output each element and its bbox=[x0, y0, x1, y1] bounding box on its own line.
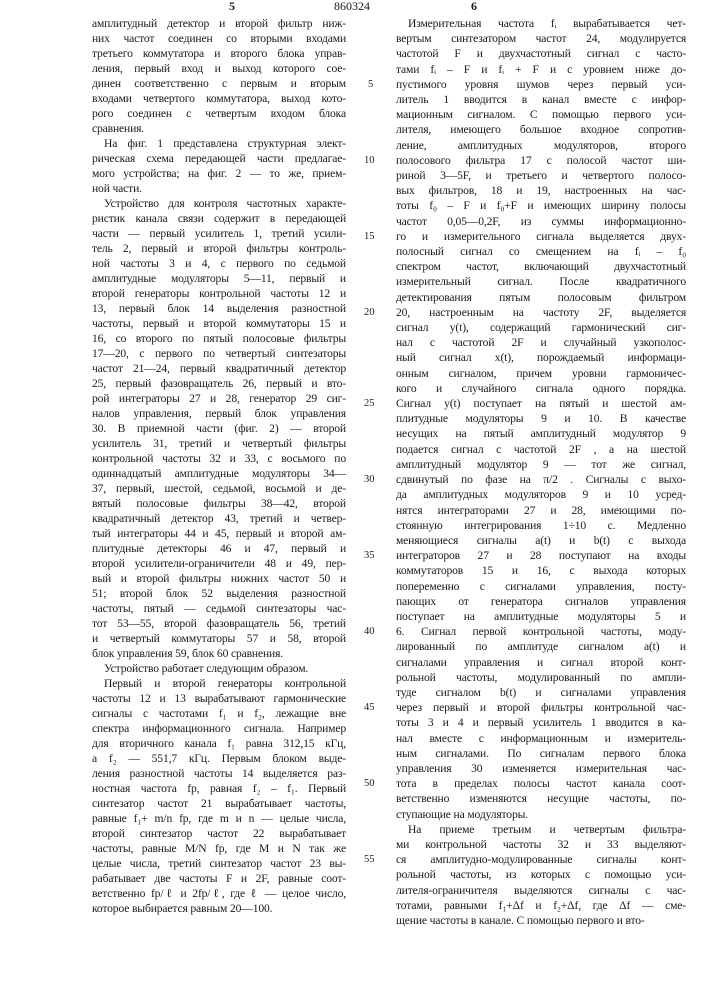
text-line: стоянную интегрирования 1÷10 с. Медленно bbox=[396, 518, 686, 533]
text-line: динен соответственно с первым и вторым bbox=[92, 76, 346, 91]
text-line: частот 0,05—0,2F, из суммы информационно- bbox=[396, 214, 686, 229]
text-line: измерительный сигнал. После квадратичного bbox=[396, 274, 686, 289]
margin-line-number: 40 bbox=[364, 624, 375, 639]
text-line: спектром частот, включающий двухчастотный bbox=[396, 259, 686, 274]
text-line: налов управления, первый блок управления bbox=[92, 406, 346, 421]
text-line: ный сигнал x(t), порождаемый информаци- bbox=[396, 350, 686, 365]
text-line: амплитудный детектор и второй фильтр ниж- bbox=[92, 16, 346, 31]
text-line: рого соединен с четвертым входом блока bbox=[92, 106, 346, 121]
text-line: частот 21—24, первый квадратичный детектор bbox=[92, 361, 346, 376]
margin-line-number: 45 bbox=[364, 700, 375, 715]
text-line: рольной частоты, модулированный по ампли- bbox=[396, 670, 686, 685]
text-line: 16, со второго по пятый полосовые фильтры bbox=[92, 331, 346, 346]
text-line: поступает на амплитудные модуляторы 5 и bbox=[396, 609, 686, 624]
text-line: тоты f₀ – F и f₀+F и имеющих ширину полосы bbox=[396, 198, 686, 213]
paragraph bbox=[396, 822, 686, 928]
text-line: управления 30 изменяется измерительная час- bbox=[396, 761, 686, 776]
text-line: На фиг. 1 представлена структурная элект- bbox=[92, 136, 346, 151]
margin-line-number: 10 bbox=[364, 153, 375, 168]
text-line: нал вместе с информационным и измеритель- bbox=[396, 731, 686, 746]
text-line: ления, первый вход и выход которого сое- bbox=[92, 61, 346, 76]
text-line: ностная частота fр, равная f₂ – f₁. Первый bbox=[92, 781, 346, 796]
text-line: синтезатор частот 21 вырабатывает частоты, bbox=[92, 796, 346, 811]
text-line: спектра информационного сигнала. Например bbox=[92, 721, 346, 736]
text-line: лителя, имеющего большое входное сопротив- bbox=[396, 122, 686, 137]
text-line: ным сигналами. По сигналам первого блока bbox=[396, 746, 686, 761]
text-line: которое выбирается равным 20—100. bbox=[92, 901, 346, 916]
text-line: равные f₁+ m/n fр, где m и n — целые числа, bbox=[92, 811, 346, 826]
page-number-right: 6 bbox=[471, 0, 477, 13]
text-line: полосового фильтра 17 с полосой частот ши- bbox=[396, 153, 686, 168]
margin-line-number: 20 bbox=[364, 305, 375, 320]
text-line: части — первый усилитель 1, третий усили- bbox=[92, 226, 346, 241]
text-line: частоты, равные M/N fр, где M и N так же bbox=[92, 841, 346, 856]
text-line: ступающие на модуляторы. bbox=[396, 807, 686, 822]
right-column bbox=[396, 16, 686, 928]
margin-line-number: 5 bbox=[368, 77, 373, 92]
text-line: ся амплитудно-модулированные сигналы конт- bbox=[396, 852, 686, 867]
text-line: детектирования пятым полосовым фильтром bbox=[396, 290, 686, 305]
text-line: несущих на пятый амплитудный модулятор 9 bbox=[396, 426, 686, 441]
text-line: усилитель 31, третий и четвертый фильтры bbox=[92, 436, 346, 451]
text-line: рическая схема передающей части предлагае- bbox=[92, 151, 346, 166]
text-line: ристик канала связи содержит в передающей bbox=[92, 211, 346, 226]
text-line: второй генераторы контрольной частоты 12 и bbox=[92, 286, 346, 301]
text-line: тоты 3 и 4 и первый усилитель 1 вводится в ка- bbox=[396, 715, 686, 730]
text-line: второй усилители-ограничители 48 и 49, пер- bbox=[92, 556, 346, 571]
text-line: вых фильтров, 18 и 19, настроенных на час- bbox=[396, 183, 686, 198]
margin-line-number: 25 bbox=[364, 396, 375, 411]
text-line: второй синтезатор частот 22 вырабатывает bbox=[92, 826, 346, 841]
text-line: риной 3—5F, и третьего и четвертого полосо- bbox=[396, 168, 686, 183]
text-line: Устройство для контроля частотных характе- bbox=[92, 196, 346, 211]
patent-number: 860324 bbox=[334, 0, 370, 13]
paragraph bbox=[92, 661, 346, 676]
text-line: тами fᵢ – F и fᵢ + F и с уровнем ниже до- bbox=[396, 62, 686, 77]
text-line: сигнал y(t), содержащий гармонический сиг- bbox=[396, 320, 686, 335]
text-line: рабатывает две частоты F и 2F, равные соот- bbox=[92, 871, 346, 886]
text-line: тотами, равными f₁+Δf и f₂+Δf, где Δf — сме- bbox=[396, 898, 686, 913]
page-number-left: 5 bbox=[229, 0, 235, 13]
text-line: ной части. bbox=[92, 181, 346, 196]
text-line: а f₂ — 551,7 кГц. Первым блоком выде- bbox=[92, 751, 346, 766]
text-line: Устройство работает следующим образом. bbox=[92, 661, 346, 676]
text-line: кого и случайного сигнала одного порядка. bbox=[396, 381, 686, 396]
margin-line-number: 50 bbox=[364, 776, 375, 791]
text-line: го и измерительного сигнала выделяется двух- bbox=[396, 229, 686, 244]
text-line: входами четвертого коммутатора, выход кото- bbox=[92, 91, 346, 106]
text-line: частоты, первый и второй коммутаторы 15 и bbox=[92, 316, 346, 331]
paragraph bbox=[92, 136, 346, 196]
text-line: рольной частоты, из которых с помощью уси- bbox=[396, 867, 686, 882]
text-line: частоты 12 и 13 вырабатывают гармонические bbox=[92, 691, 346, 706]
text-line: онным сигналом, причем уровни гармоничес- bbox=[396, 366, 686, 381]
text-line: 20, настроенным на частоту 2F, выделяется bbox=[396, 305, 686, 320]
text-line: интеграторов 27 и 28 поступают на входы bbox=[396, 548, 686, 563]
text-line: 6. Сигнал первой контрольной частоты, моду- bbox=[396, 624, 686, 639]
margin-line-number: 15 bbox=[364, 229, 375, 244]
paragraph bbox=[92, 16, 346, 136]
text-line: амплитудный модулятор 9 — тот же сигнал, bbox=[396, 457, 686, 472]
paragraph bbox=[92, 196, 346, 661]
text-line: попеременно с сигналами управления, посту- bbox=[396, 579, 686, 594]
text-line: плитудные детекторы 46 и 47, первый и bbox=[92, 541, 346, 556]
text-line: да амплитудных модуляторов 9 и 10 усред- bbox=[396, 487, 686, 502]
text-line: 13, первый блок 14 выделения разностной bbox=[92, 301, 346, 316]
text-line: тый интеграторы 44 и 45, первый и второй ам- bbox=[92, 526, 346, 541]
margin-line-number: 35 bbox=[364, 548, 375, 563]
text-line: Измерительная частота fᵢ вырабатывается чет- bbox=[396, 16, 686, 31]
text-line: третьего коммутатора и второго блока управ- bbox=[92, 46, 346, 61]
text-line: тот 53—55, второй фазовращатель 56, третий bbox=[92, 616, 346, 631]
text-line: тота в пределах полосы частот канала соот- bbox=[396, 776, 686, 791]
text-line: через первый и второй фильтры контрольной час- bbox=[396, 700, 686, 715]
text-line: 37, первый, шестой, седьмой, восьмой и де- bbox=[92, 481, 346, 496]
text-line: мационным сигналом. С помощью первого уси- bbox=[396, 107, 686, 122]
text-line: нал с частотой 2F и случайный узкополос- bbox=[396, 335, 686, 350]
text-line: ветственно изменяются несущие частоты, по- bbox=[396, 791, 686, 806]
text-line: полосный сигнал со смещением на fᵢ – f₀ bbox=[396, 244, 686, 259]
text-line: вый и второй фильтры нижних частот 50 и bbox=[92, 571, 346, 586]
text-line: рой интеграторы 27 и 28, генератор 29 сиг- bbox=[92, 391, 346, 406]
text-line: коммутаторов 15 и 16, с выхода которых bbox=[396, 563, 686, 578]
left-column bbox=[92, 16, 346, 916]
text-line: сигналы с частотами f₁ и f₂, лежащие вне bbox=[92, 706, 346, 721]
text-line: Первый и второй генераторы контрольной bbox=[92, 676, 346, 691]
text-line: сравнения. bbox=[92, 121, 346, 136]
text-line: целые числа, третий синтезатор частот 23 вы- bbox=[92, 856, 346, 871]
text-line: ми контрольной частоты 32 и 33 выделяют- bbox=[396, 837, 686, 852]
text-line: ной частоты 3 и 4, с первого по седьмой bbox=[92, 256, 346, 271]
text-line: пустимого уровня шумов через первый уси- bbox=[396, 77, 686, 92]
text-line: них частот соединен со вторыми входами bbox=[92, 31, 346, 46]
text-line: блок управления 59, блок 60 сравнения. bbox=[92, 646, 346, 661]
text-line: амплитудные модуляторы 5—11, первый и bbox=[92, 271, 346, 286]
paragraph bbox=[92, 676, 346, 916]
text-line: 30. В приемной части (фиг. 2) — второй bbox=[92, 421, 346, 436]
text-line: На приеме третьим и четвертым фильтра- bbox=[396, 822, 686, 837]
text-line: тель 2, первый и второй фильтры контроль- bbox=[92, 241, 346, 256]
text-line: подается сигнал с частотой 2F , а на шестой bbox=[396, 442, 686, 457]
text-line: лированный по амплитуде сигналом a(t) и bbox=[396, 639, 686, 654]
text-line: лителя-ограничителя выделяются сигналы с час- bbox=[396, 883, 686, 898]
text-line: меняющиеся сигналы a(t) и b(t) с выхода bbox=[396, 533, 686, 548]
text-line: контрольной частоты 32 и 33, с восьмого по bbox=[92, 451, 346, 466]
text-line: и четвертый коммутаторы 57 и 58, второй bbox=[92, 631, 346, 646]
text-line: вертым синтезатором частот 24, модулируется bbox=[396, 31, 686, 46]
text-line: сдвинутый по фазе на π/2 . Сигналы с выхо- bbox=[396, 472, 686, 487]
text-line: ветственно fр/ℓ и 2fр/ℓ, где ℓ — целое число, bbox=[92, 886, 346, 901]
text-line: Сигнал y(t) поступает на пятый и шестой ам- bbox=[396, 396, 686, 411]
text-line: ления разностной частоты 14 выделяется раз- bbox=[92, 766, 346, 781]
text-line: 25, первый фазовращатель 26, первый и вто- bbox=[92, 376, 346, 391]
text-line: пающих от генератора сигналов управления bbox=[396, 594, 686, 609]
margin-line-number: 30 bbox=[364, 472, 375, 487]
text-line: частотой F и двухчастотный сигнал с часто- bbox=[396, 46, 686, 61]
text-line: плитудные модуляторы 9 и 10. В качестве bbox=[396, 411, 686, 426]
text-line: частоты, пятый — седьмой синтезаторы час- bbox=[92, 601, 346, 616]
text-line: ление, амплитудных модуляторов, второго bbox=[396, 138, 686, 153]
text-line: мого устройства; на фиг. 2 — то же, прием- bbox=[92, 166, 346, 181]
text-line: 17—20, с первого по четвертый синтезаторы bbox=[92, 346, 346, 361]
text-line: квадратичный детектор 43, третий и четвер- bbox=[92, 511, 346, 526]
text-line: литель 1 вводится в канал вместе с инфор- bbox=[396, 92, 686, 107]
text-line: туде сигналом b(t) и сигналами управления bbox=[396, 685, 686, 700]
text-line: нятся интеграторами 27 и 28, имеющими по- bbox=[396, 503, 686, 518]
text-line: вятый полосовые фильтры 38—42, второй bbox=[92, 496, 346, 511]
text-line: сигналами управления и сигнал второй конт- bbox=[396, 655, 686, 670]
text-line: щение частоты в канале. С помощью первого и вто- bbox=[396, 913, 686, 928]
margin-line-number: 55 bbox=[364, 852, 375, 867]
text-line: 51; второй блок 52 выделения разностной bbox=[92, 586, 346, 601]
text-line: для вторичного канала f₁ равна 312,15 кГц, bbox=[92, 736, 346, 751]
paragraph bbox=[396, 16, 686, 822]
text-line: одиннадцатый амплитудные модуляторы 34— bbox=[92, 466, 346, 481]
